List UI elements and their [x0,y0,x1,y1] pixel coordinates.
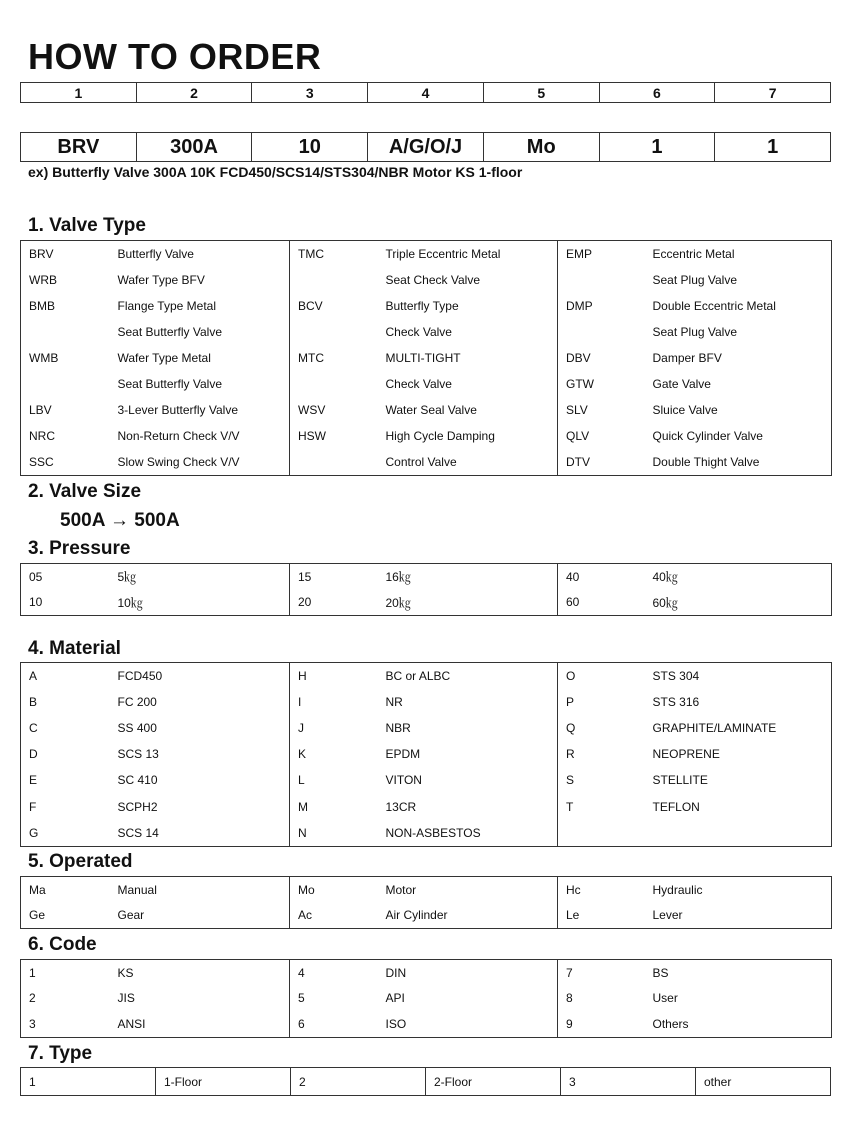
code-cell: N [298,825,307,840]
code-cell: BMB [29,299,56,314]
description-cell: Eccentric Metal [652,247,735,262]
example-code-2: 300A [137,133,253,161]
code-cell: K [298,747,307,762]
table-row [21,371,832,397]
description-cell: Gear [110,903,290,929]
code-cell: 5 [298,991,305,1006]
description-cell: Check Valve [378,319,558,345]
code-cell: 4 [298,965,305,980]
type-code-cell: 1 [21,1068,156,1096]
code-cell: BRV [29,247,54,262]
code-cell: EMP [566,247,593,262]
code-cell [558,267,645,293]
table-row [21,564,832,590]
code-cell: 10 [29,595,43,610]
table-row [21,986,832,1011]
description-cell: 40㎏ [652,570,678,585]
code-cell: 60 [566,595,580,610]
description-cell: 20㎏ [378,590,558,616]
description-cell: Air Cylinder [378,903,558,929]
valve-size-example: 500A → 500A [60,510,180,531]
code-cell: HSW [298,428,326,443]
table-row [21,820,832,847]
code-cell: Le [566,908,580,923]
description-cell: Double Thight Valve [652,454,760,469]
table-row [21,794,832,820]
description-cell: Control Valve [378,449,558,476]
description-cell: STS 316 [652,695,700,710]
table-row [21,715,832,741]
description-cell: MULTI-TIGHT [378,345,558,371]
code-cell: D [29,747,38,762]
description-cell: GRAPHITE/LAMINATE [652,721,777,736]
code-cell: R [566,747,575,762]
page-title: HOW TO ORDER [28,36,322,77]
operated-table [20,876,832,929]
description-cell: 16㎏ [378,564,558,590]
description-cell: API [378,986,558,1011]
code-cell: TMC [298,247,324,262]
pressure-table [20,563,832,616]
code-cell: L [298,773,305,788]
example-code-6: 1 [600,133,716,161]
code-cell: F [29,799,37,814]
code-cell [21,319,110,345]
table-row [21,423,832,449]
code-cell: M [298,799,308,814]
code-cell: DTV [566,454,590,469]
table-row [21,877,832,903]
type-desc-cell: other [704,1074,732,1089]
table-row [21,903,832,929]
code-cell: 6 [298,1017,305,1032]
code-cell: WRB [29,273,57,288]
description-cell: NR [378,689,558,715]
description-cell: DIN [378,960,558,986]
description-cell: SCPH2 [110,794,290,820]
description-cell: BC or ALBC [378,663,558,690]
code-cell: NRC [29,428,55,443]
code-cell: 20 [298,595,312,610]
code-cell: SLV [566,402,588,417]
code-cell: BCV [298,299,323,314]
position-4: 4 [368,83,484,102]
code-cell: Q [566,721,576,736]
code-cell: LBV [29,402,52,417]
description-cell: FCD450 [110,663,290,690]
description-cell: FC 200 [110,689,290,715]
code-table [20,959,832,1038]
description-cell: Seat Plug Valve [652,325,737,340]
code-cell [290,371,378,397]
description-cell: JIS [110,986,290,1011]
description-cell: 60㎏ [652,595,678,610]
code-cell: GTW [566,376,594,391]
example-code-row [20,132,831,162]
position-2: 2 [137,83,253,102]
code-cell: T [566,799,574,814]
description-cell: EPDM [378,741,558,767]
position-7: 7 [768,84,777,101]
code-cell: S [566,773,575,788]
code-cell: 2 [29,991,36,1006]
description-cell: Triple Eccentric Metal [378,241,558,268]
code-cell: I [298,695,302,710]
description-cell: Manual [110,877,290,903]
code-cell: C [29,721,38,736]
type-desc-cell: 1-Floor [156,1068,291,1096]
code-cell: J [298,721,304,736]
table-row [21,319,832,345]
code-cell: 1 [29,965,36,980]
description-cell: NON-ASBESTOS [378,820,558,847]
code-cell [290,449,378,476]
description-cell: BS [652,965,669,980]
description-cell: Others [652,1017,689,1032]
description-cell: Sluice Valve [652,402,718,417]
example-code-1: BRV [21,133,137,161]
table-row [21,1068,831,1096]
code-cell: Ge [29,908,46,923]
example-code-3: 10 [252,133,368,161]
code-cell: 05 [29,569,43,584]
example-code-7: 1 [767,135,779,158]
description-cell: SCS 13 [110,741,290,767]
code-cell: WMB [29,350,59,365]
table-row [21,241,832,268]
description-cell: SC 410 [110,767,290,793]
code-cell: 9 [566,1017,573,1032]
type-table [20,1067,831,1096]
code-cell: WSV [298,402,326,417]
description-cell: 13CR [378,794,558,820]
code-cell: DMP [566,299,593,314]
description-cell: NEOPRENE [652,747,720,762]
description-cell: STELLITE [652,773,708,788]
code-cell [290,319,378,345]
code-cell: 40 [566,569,580,584]
description-cell: Quick Cylinder Valve [652,428,763,443]
table-row [21,345,832,371]
description-cell [645,820,832,847]
description-cell: 3-Lever Butterfly Valve [110,397,290,423]
description-cell: Double Eccentric Metal [652,299,776,314]
code-cell: 15 [298,569,312,584]
description-cell: Lever [652,908,683,923]
code-cell: DBV [566,350,591,365]
code-cell: O [566,669,576,684]
description-cell: ISO [378,1011,558,1037]
table-row [21,293,832,319]
code-cell: SSC [29,454,54,469]
code-cell: A [29,669,38,684]
table-row [21,397,832,423]
description-cell: Seat Plug Valve [652,273,737,288]
code-cell: G [29,825,39,840]
description-cell: Flange Type Metal [110,293,290,319]
description-cell: STS 304 [652,669,700,684]
description-cell: NBR [378,715,558,741]
description-cell: Wafer Type BFV [110,267,290,293]
code-cell: Ac [298,908,313,923]
table-row [21,267,832,293]
description-cell: Seat Check Valve [378,267,558,293]
code-cell: E [29,773,38,788]
table-row [21,741,832,767]
description-cell: TEFLON [652,799,700,814]
description-cell: Motor [378,877,558,903]
description-cell: KS [110,960,290,986]
description-cell: Slow Swing Check V/V [110,449,290,476]
description-cell: Non-Return Check V/V [110,423,290,449]
code-cell: Hc [566,882,581,897]
code-cell [290,267,378,293]
description-cell: SCS 14 [110,820,290,847]
section-heading-type: 7. Type [28,1043,93,1064]
section-heading-valve-size: 2. Valve Size [28,481,142,502]
section-heading-pressure: 3. Pressure [28,538,131,559]
valve-type-table [20,240,832,476]
description-cell: 10㎏ [110,590,290,616]
type-desc-cell: 2-Floor [426,1068,561,1096]
code-cell: 7 [566,965,573,980]
description-cell: Butterfly Valve [110,241,290,268]
description-cell: ANSI [110,1011,290,1037]
description-cell: VITON [378,767,558,793]
example-code-4: A/G/O/J [368,133,484,161]
table-row [21,960,832,986]
section-heading-valve-type: 1. Valve Type [28,215,146,236]
section-heading-operated: 5. Operated [28,851,133,872]
table-row [21,767,832,793]
code-cell: MTC [298,350,324,365]
code-cell: Mo [298,882,315,897]
code-cell: H [298,669,307,684]
description-cell: Wafer Type Metal [110,345,290,371]
table-row [21,1011,832,1037]
example-code-5: Mo [484,133,600,161]
description-cell: SS 400 [110,715,290,741]
code-cell [558,319,645,345]
code-cell: B [29,695,38,710]
code-cell: 3 [29,1017,36,1032]
description-cell: Gate Valve [652,376,711,391]
code-cell: Ma [29,882,46,897]
position-5: 5 [484,83,600,102]
section-heading-code: 6. Code [28,934,97,955]
description-cell: Hydraulic [652,882,703,897]
description-cell: Seat Butterfly Valve [110,371,290,397]
position-number-row [20,82,831,103]
type-code-cell: 2 [291,1068,426,1096]
code-cell: QLV [566,428,590,443]
description-cell: Damper BFV [652,350,722,365]
example-description: ex) Butterfly Valve 300A 10K FCD450/SCS14/STS304/NBR Motor KS 1-floor [28,164,523,180]
code-cell: P [566,695,575,710]
table-row [21,449,832,476]
code-cell [21,371,110,397]
description-cell: Seat Butterfly Valve [110,319,290,345]
code-cell [558,820,645,847]
position-1: 1 [21,83,137,102]
description-cell: User [652,991,678,1006]
description-cell: 5㎏ [110,564,290,590]
table-row [21,689,832,715]
material-table [20,662,832,847]
table-row [21,663,832,690]
description-cell: Water Seal Valve [378,397,558,423]
section-heading-material: 4. Material [28,638,121,659]
type-code-cell: 3 [561,1068,696,1096]
description-cell: High Cycle Damping [378,423,558,449]
description-cell: Butterfly Type [378,293,558,319]
position-3: 3 [252,83,368,102]
code-cell: 8 [566,991,573,1006]
position-6: 6 [600,83,716,102]
description-cell: Check Valve [378,371,558,397]
table-row [21,590,832,616]
